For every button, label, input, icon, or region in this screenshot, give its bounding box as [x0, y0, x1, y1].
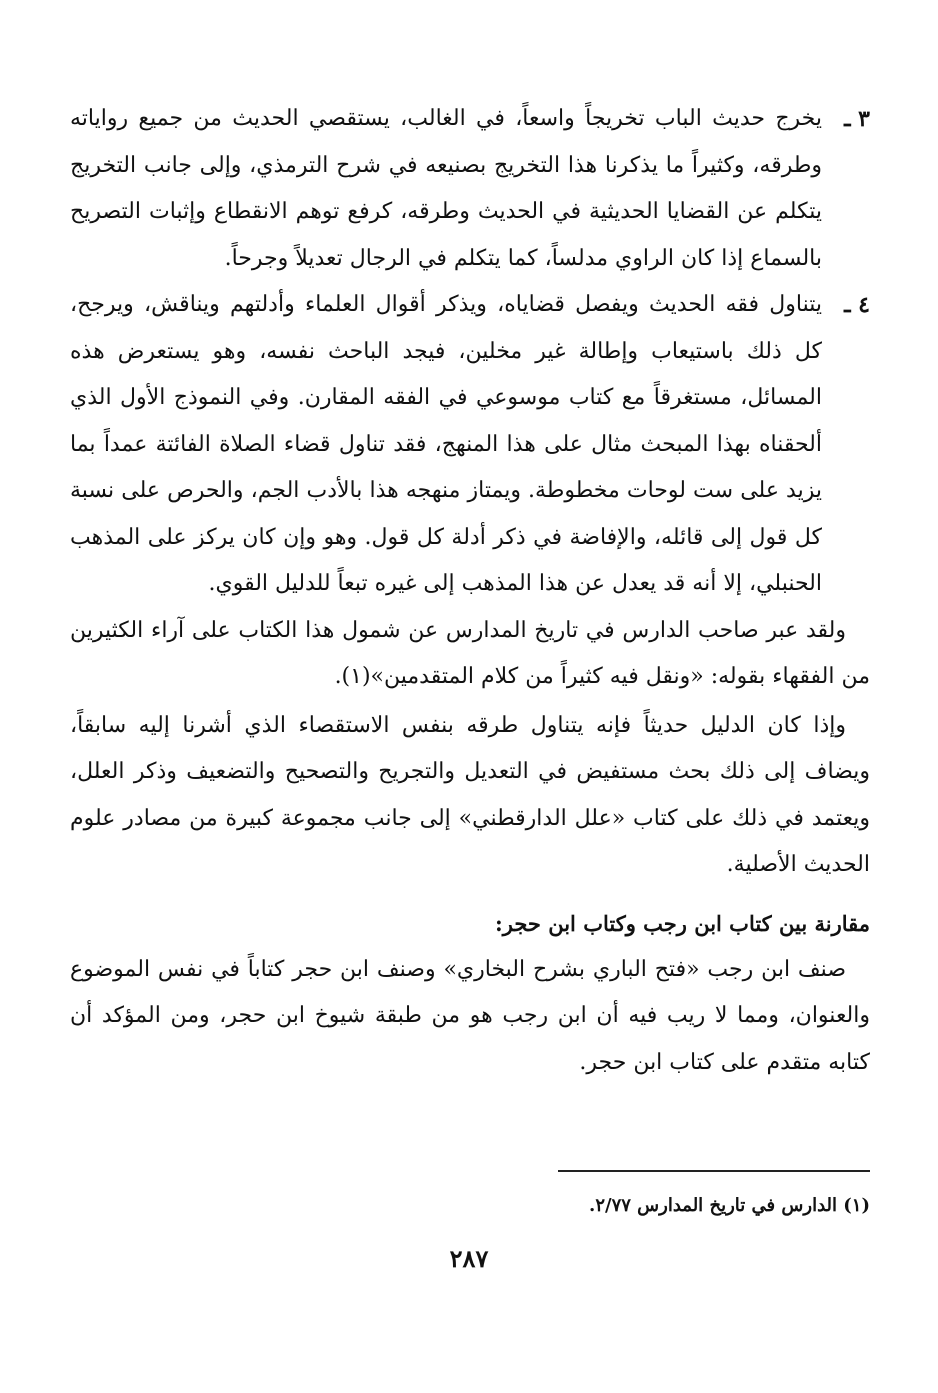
page-number: ٢٨٧	[449, 1244, 489, 1273]
item-text: يتناول فقه الحديث ويفصل قضاياه، ويذكر أقوال العلماء وأدلتهم ويناقش، ويرجح، كل ذلك باستيعاب وإطالة غير مخلين، فيجد الباحث نفسه، وهو يستعرض هذه المسائل، مستغرقاً مع كتاب موسوعي في الفقه المقارن. وفي النموذج الأول الذي ألحقناه بهذا المبحث مثال على هذا المنهج، فقد تناول قضاء الصلاة الفائتة عمداً بما يزيد على ست لوحات مخطوطة. ويمتاز منهجه هذا بالأدب الجم، والحرص على نسبة كل قول إلى قائله، والإفاضة في ذكر أدلة كل قول. وهو وإن كان يركز على المذهب الحنبلي، إلا أنه قد يعدل عن هذا المذهب إلى غيره تبعاً للدليل القوي.	[70, 292, 822, 596]
numbered-item-3	[70, 96, 870, 282]
item-number: ٤ ـ	[844, 292, 870, 318]
item-text: يخرج حديث الباب تخريجاً واسعاً، في الغالب، يستقصي الحديث من جميع رواياته وطرقه، وكثيراً ما يذكرنا هذا التخريج بصنيعه في شرح الترمذي، وإلى جانب التخريج يتكلم عن القضايا الحديثية في الحديث وطرقه، كرفع توهم الانقطاع وإثبات التصريح بالسماع إذا كان الراوي مدلساً، كما يتكلم في الرجال تعديلاً وجرحاً.	[70, 106, 822, 271]
paragraph-comparison: صنف ابن رجب «فتح الباري بشرح البخاري» وصنف ابن حجر كتاباً في نفس الموضوع والعنوان، ومما لا ريب فيه أن ابن رجب هو من طبقة شيوخ ابن حجر، ومن المؤكد أن كتابه متقدم على كتاب ابن حجر.	[70, 956, 870, 1075]
item-number: ٣ ـ	[844, 106, 870, 132]
numbered-item-4	[70, 282, 870, 608]
paragraph-durus-quote: ولقد عبر صاحب الدارس في تاريخ المدارس عن شمول هذا الكتاب على آراء الكثيرين من الفقهاء بقوله: «ونقل فيه كثيراً من كلام المتقدمين»(١).	[70, 617, 870, 689]
main-text	[70, 96, 870, 1086]
section-heading: مقارنة بين كتاب ابن رجب وكتاب ابن حجر:	[495, 910, 870, 936]
footnote: (١) الدارس في تاريخ المدارس ٢/٧٧.	[589, 1195, 870, 1216]
footnote-divider	[558, 1170, 870, 1172]
paragraph-evidence: وإذا كان الدليل حديثاً فإنه يتناول طرقه بنفس الاستقصاء الذي أشرنا إليه سابقاً، ويضاف إلى ذلك بحث مستفيض في التعديل والتجريح والتصحيح والتضعيف وذكر العلل، ويعتمد في ذلك على كتاب «علل الدارقطني» إلى جانب مجموعة كبيرة من مصادر علوم الحديث الأصلية.	[70, 712, 870, 877]
